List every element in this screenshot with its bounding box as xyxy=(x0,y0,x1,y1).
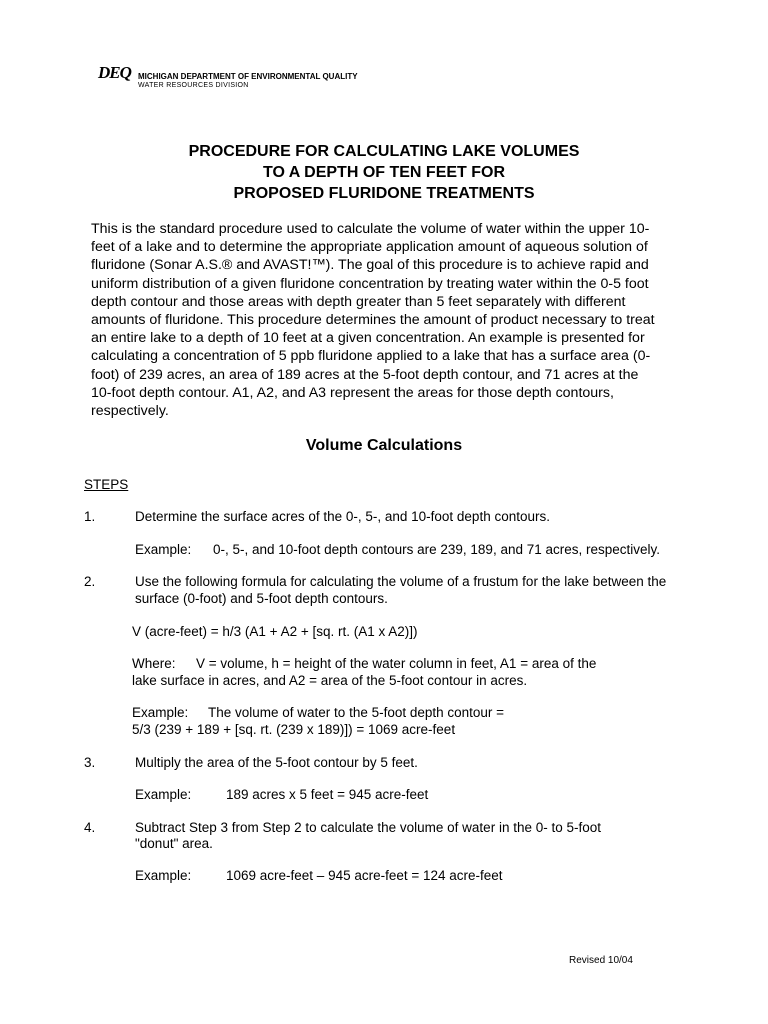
document-title xyxy=(0,141,768,204)
step-example-label: Example: xyxy=(135,787,192,802)
step-example-text: 1069 acre-feet – 945 acre-feet = 124 acre-feet xyxy=(226,868,503,883)
division-name: WATER RESOURCES DIVISION xyxy=(138,82,249,89)
revision-note: Revised 10/04 xyxy=(569,955,633,966)
step-example-label: Example: xyxy=(135,868,192,883)
intro-line: amounts of fluridone. This procedure determines the amount of product necessary to treat xyxy=(91,312,655,329)
intro-line: fluridone (Sonar A.S.® and AVAST!™). The goal of this procedure is to achieve rapid and xyxy=(91,257,649,274)
where-text: V = volume, h = height of the water column in feet, A1 = area of the xyxy=(196,656,597,671)
step-text: Determine the surface acres of the 0-, 5-, and 10-foot depth contours. xyxy=(135,509,550,524)
step-number: 3. xyxy=(84,755,96,770)
step-formula: V (acre-feet) = h/3 (A1 + A2 + [sq. rt. (A1 x A2)]) xyxy=(132,624,418,639)
intro-paragraph xyxy=(91,220,701,420)
intro-line: calculating a concentration of 5 ppb fluridone applied to a lake that has a surface area (0- xyxy=(91,348,651,365)
agency-name: MICHIGAN DEPARTMENT OF ENVIRONMENTAL QUALITY xyxy=(138,72,358,81)
step-example-label: Example: xyxy=(135,542,192,557)
intro-line: depth contour and those areas with depth greater than 5 feet separately with different xyxy=(91,293,626,310)
step-text: surface (0-foot) and 5-foot depth contours. xyxy=(135,591,388,606)
step-text: Use the following formula for calculating the volume of a frustum for the lake between the xyxy=(135,574,667,589)
step-example-text: 0-, 5-, and 10-foot depth contours are 239, 189, and 71 acres, respectively. xyxy=(213,542,661,557)
title-line: PROPOSED FLURIDONE TREATMENTS xyxy=(233,185,535,202)
step-example-text: 189 acres x 5 feet = 945 acre-feet xyxy=(226,787,429,802)
title-line: TO A DEPTH OF TEN FEET FOR xyxy=(262,164,506,181)
intro-line: respectively. xyxy=(91,403,169,420)
step-text: Multiply the area of the 5-foot contour by 5 feet. xyxy=(135,755,418,770)
step-text: Subtract Step 3 from Step 2 to calculate the volume of water in the 0- to 5-foot xyxy=(135,820,602,835)
intro-line: foot) of 239 acres, an area of 189 acres at the 5-foot depth contour, and 71 acres at the xyxy=(91,366,639,383)
intro-line: 10-foot depth contour. A1, A2, and A3 represent the areas for those depth contours, xyxy=(91,384,614,401)
step-example-label: Example: xyxy=(132,705,189,720)
step-example-text: 5/3 (239 + 189 + [sq. rt. (239 x 189)]) = 1069 acre-feet xyxy=(132,722,456,737)
step-number: 1. xyxy=(84,509,96,524)
intro-line: an entire lake to a depth of 10 feet at a given concentration. An example is presented for xyxy=(91,330,645,347)
deq-logo: DEQ xyxy=(98,63,131,82)
where-text: lake surface in acres, and A2 = area of the 5-foot contour in acres. xyxy=(132,673,528,688)
section-heading: Volume Calculations xyxy=(305,437,463,454)
intro-line: uniform distribution of a given fluridone concentration by treating water within the 0-5 foot xyxy=(91,275,649,292)
where-label: Where: xyxy=(132,656,176,671)
intro-line: This is the standard procedure used to calculate the volume of water within the upper 10- xyxy=(91,221,650,237)
title-line: PROCEDURE FOR CALCULATING LAKE VOLUMES xyxy=(188,143,580,160)
step-number: 4. xyxy=(84,820,96,835)
steps-heading: STEPS xyxy=(84,477,129,492)
step-example-text: The volume of water to the 5-foot depth contour = xyxy=(208,705,505,720)
step-number: 2. xyxy=(84,574,96,589)
intro-line: feet of a lake and to determine the appropriate application amount of aqueous solution of xyxy=(91,239,648,256)
step-text: "donut" area. xyxy=(135,836,213,851)
